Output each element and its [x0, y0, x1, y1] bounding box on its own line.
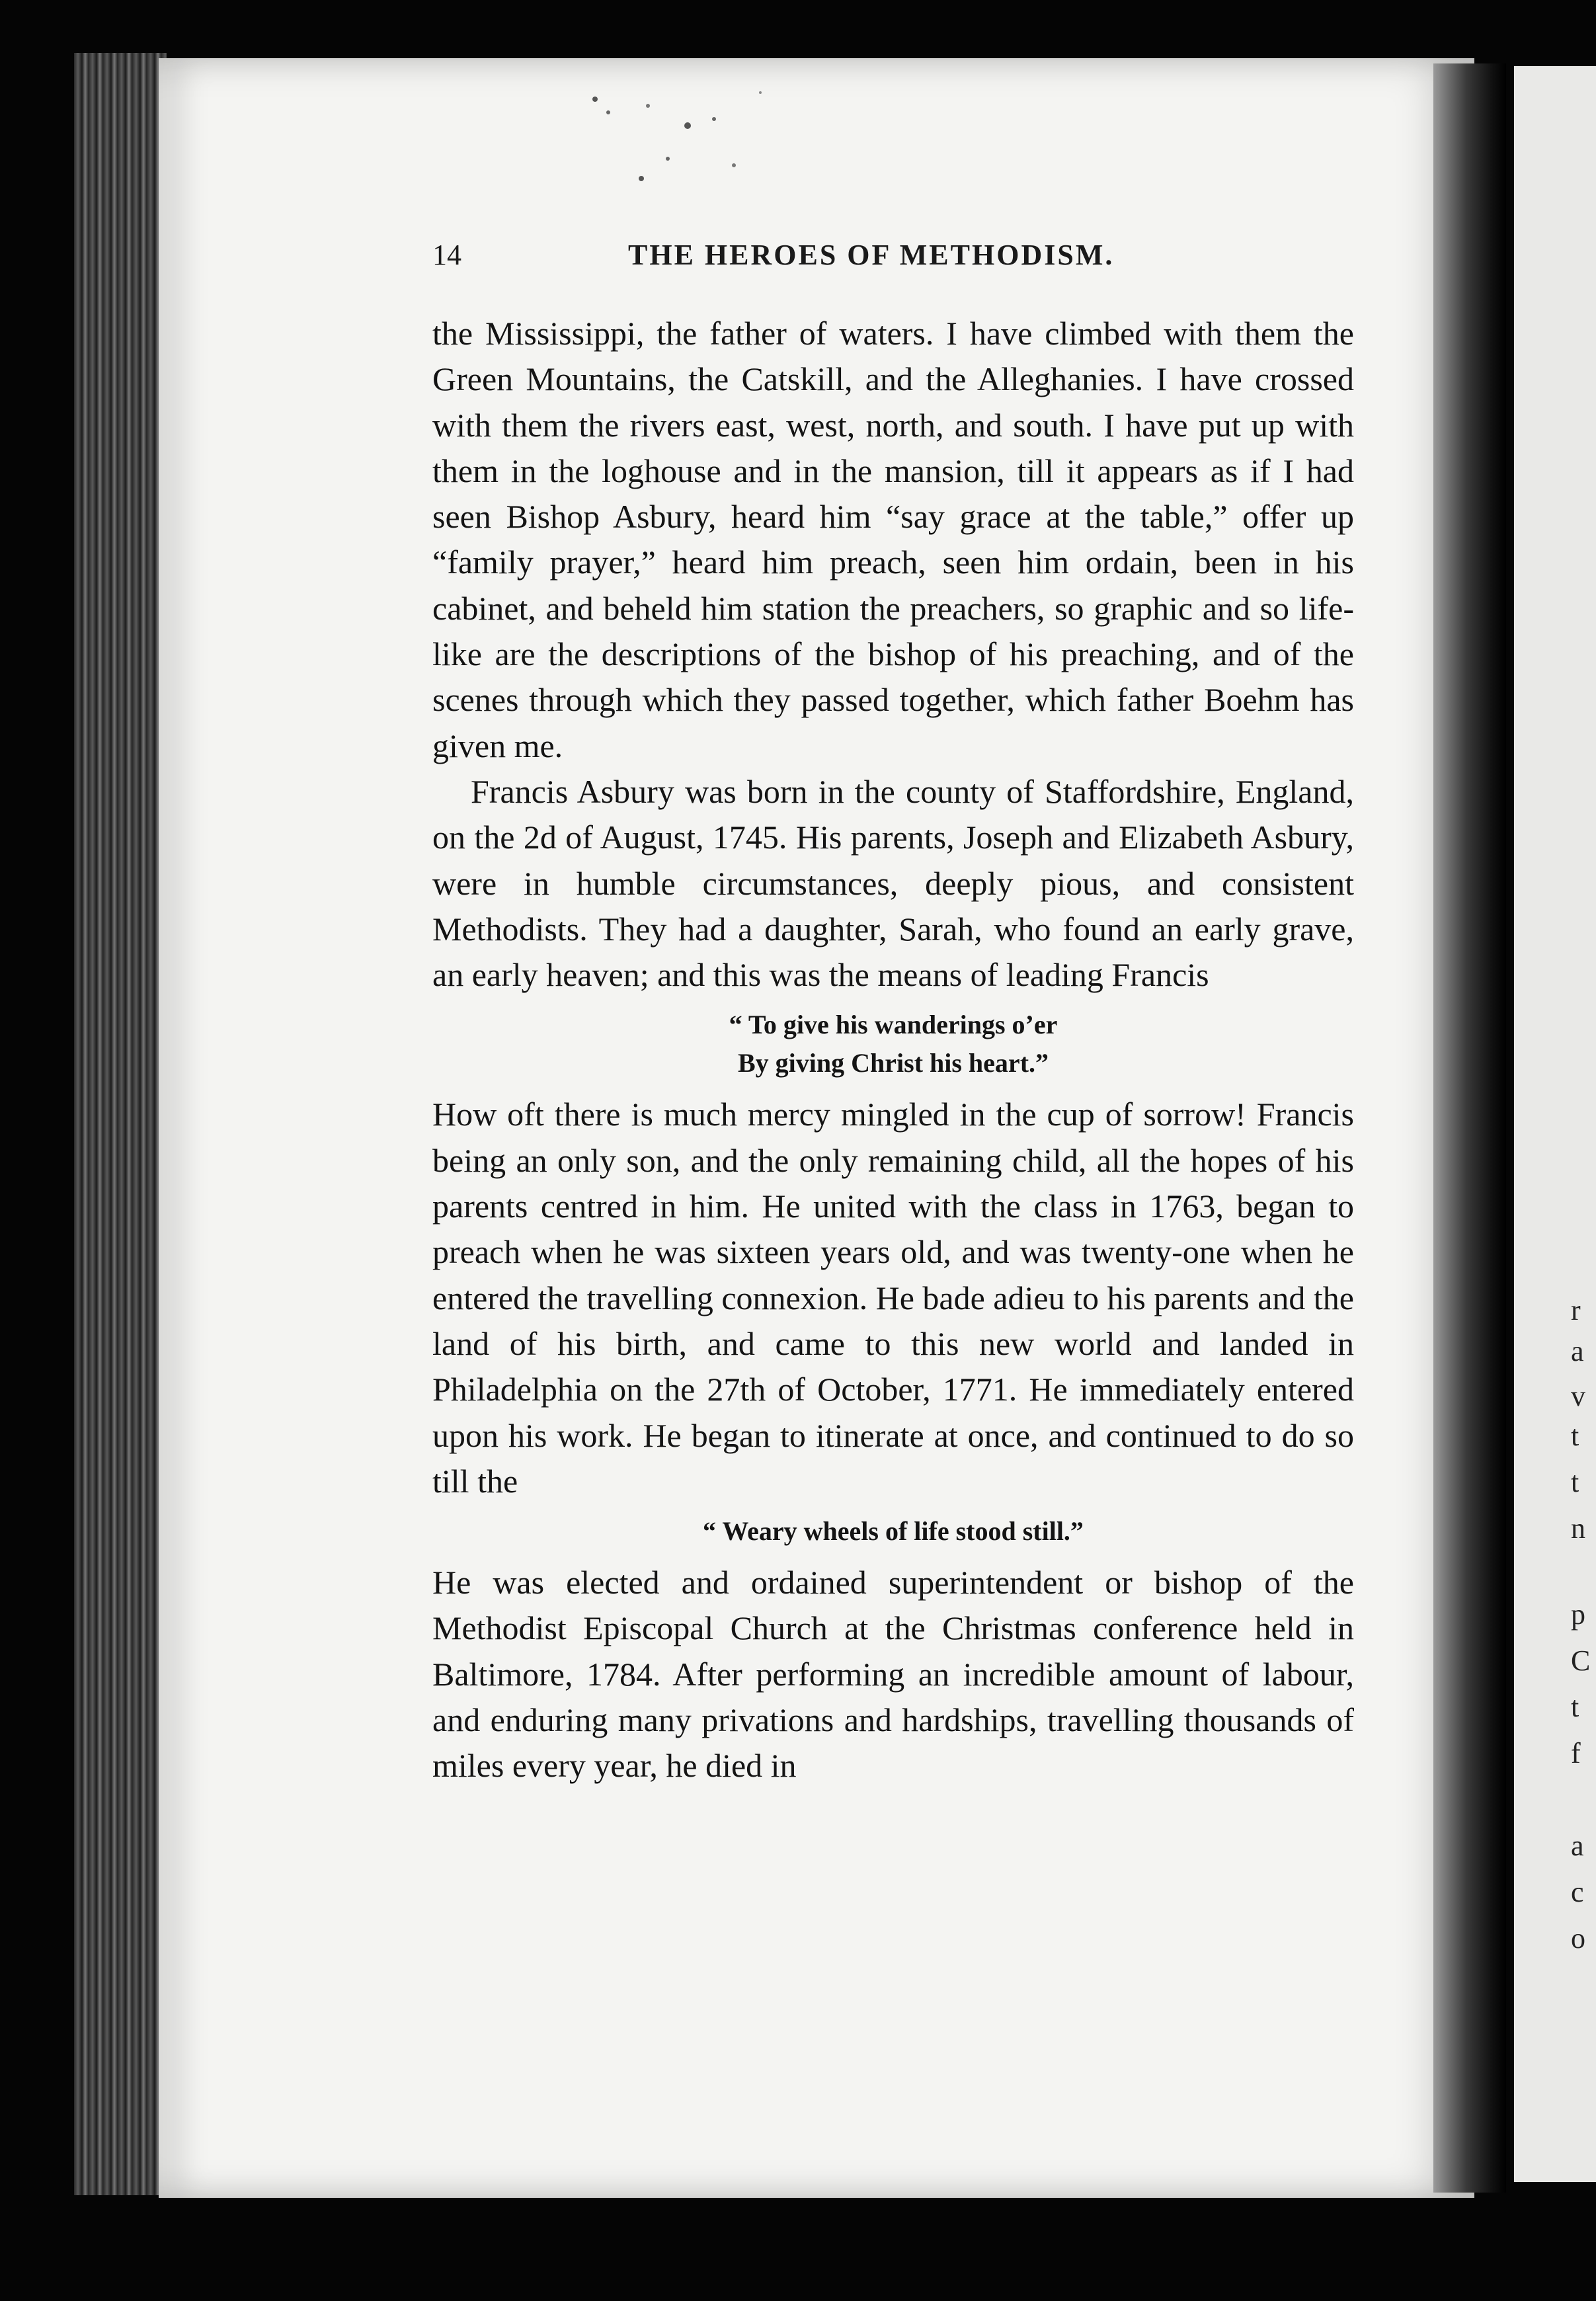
- adjacent-page-fragment: a: [1571, 1335, 1584, 1367]
- adjacent-page-fragment: t: [1571, 1420, 1579, 1452]
- paper-specks-decoration: [569, 79, 793, 198]
- running-title: THE HEROES OF METHODISM.: [628, 239, 1115, 271]
- adjacent-page-fragment: n: [1571, 1512, 1585, 1545]
- page-header: [432, 238, 1354, 278]
- adjacent-page-fragment: r: [1571, 1294, 1581, 1326]
- verse-line: “ Weary wheels of life stood still.”: [703, 1516, 1084, 1547]
- adjacent-page-fragment: p: [1571, 1598, 1585, 1631]
- adjacent-page-fragment: o: [1571, 1922, 1585, 1955]
- adjacent-page-fragment: f: [1571, 1737, 1581, 1769]
- adjacent-page-edge: [1514, 66, 1596, 2182]
- adjacent-page-fragment: a: [1571, 1830, 1584, 1862]
- adjacent-page-fragment: c: [1571, 1876, 1584, 1908]
- adjacent-page-fragment: v: [1571, 1380, 1585, 1412]
- paragraph: the Mississippi, the father of waters. I have climbed with them the Green Mountains, the Catskill, and the Alleghanies. I have crossed with them the rivers east, west, north, and south. I have put up with them in the loghouse and in the mansion, till it appears as if I had seen Bishop Asbury, heard him “say grace at the table,” offer up “family prayer,” heard him preach, seen him ordain, been in his cabinet, and beheld him station the preachers, so graphic and so life-like are the descriptions of the bishop of his preaching, and of the scenes through which they passed together, which father Boehm has given me.: [432, 315, 1354, 764]
- paragraph: Francis Asbury was born in the county of Staffordshire, England, on the 2d of August, 1745. His parents, Joseph and Elizabeth Asbury, were in humble circumstances, deeply pious, and consistent Methodists. They had a daughter, Sarah, who found an early grave, an early heaven; and this was the means of leading Francis: [432, 772, 1354, 994]
- book-page-edges: [74, 53, 167, 2195]
- page-number: 14: [432, 239, 461, 271]
- verse-line: By giving Christ his heart.”: [737, 1048, 1049, 1078]
- adjacent-page-fragment: C: [1571, 1644, 1591, 1677]
- verse-quotation: [432, 1512, 1354, 1551]
- paragraph: How oft there is much mercy mingled in the cup of sorrow! Francis being an only son, and the only remaining child, all the hopes of his parents centred in him. He united with the class in 1763, began to preach when he was sixteen years old, and was twenty-one when he entered the travelling connexion. He bade adieu to his parents and the land of his birth, and came to this new world and landed in Philadelphia on the 27th of October, 1771. He immediately entered upon his work. He began to itinerate at once, and continued to do so till the: [432, 1096, 1354, 1500]
- verse-quotation: [432, 1006, 1354, 1082]
- paragraph: He was elected and ordained superintendent or bishop of the Methodist Episcopal Church at the Christmas conference held in Baltimore, 1784. After performing an incredible amount of labour, and enduring many privations and hardships, travelling thousands of miles every year, he died in: [432, 1564, 1354, 1785]
- page-body: [432, 311, 1354, 1789]
- gutter-shadow: [1433, 63, 1506, 2193]
- adjacent-page-fragment: t: [1571, 1466, 1579, 1498]
- adjacent-page-fragment: t: [1571, 1691, 1579, 1723]
- verse-line: “ To give his wanderings o’er: [729, 1010, 1058, 1040]
